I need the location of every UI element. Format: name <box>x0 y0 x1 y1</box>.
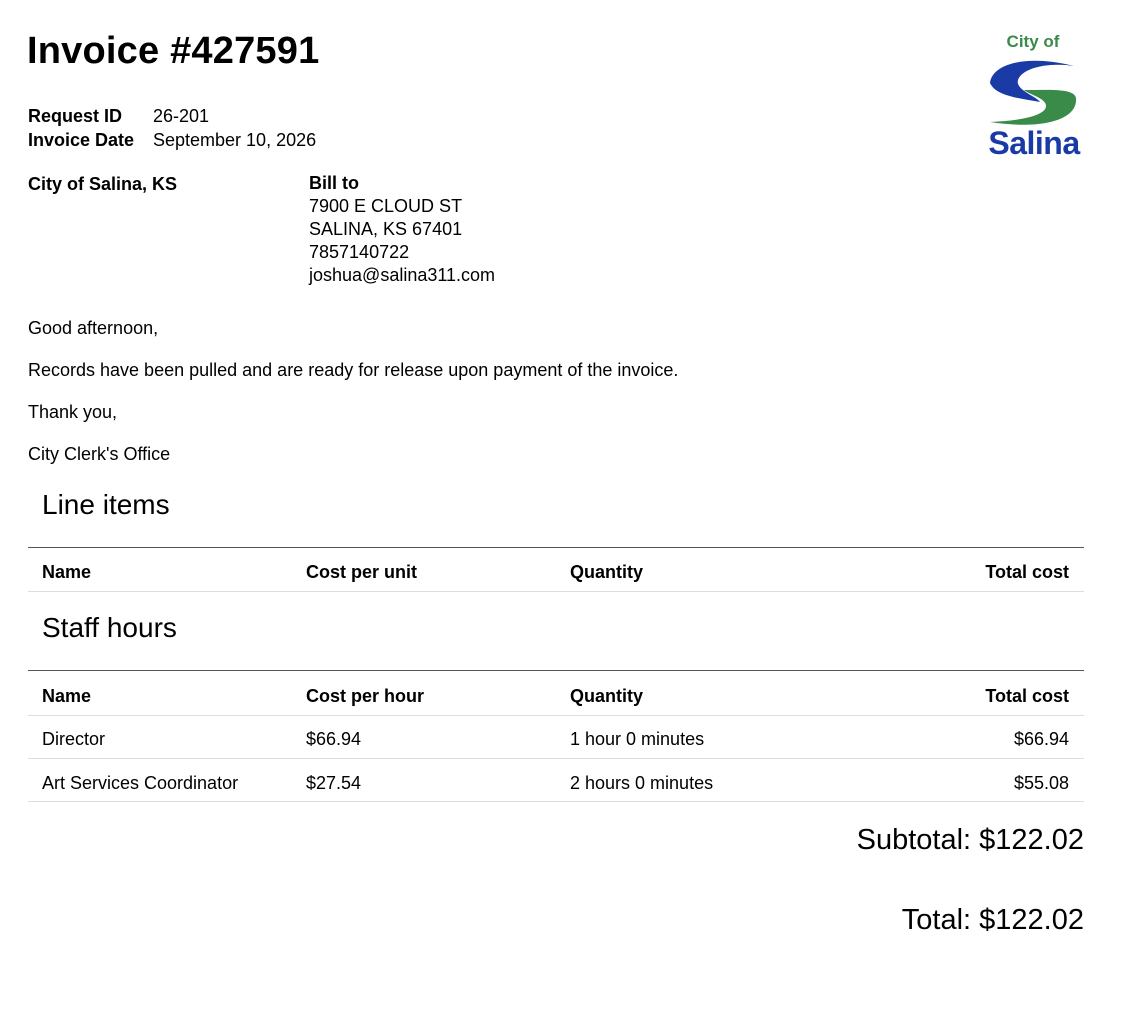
logo-graphic <box>978 28 1090 160</box>
logo-bottom-text: Salina <box>988 125 1080 160</box>
staff-row-name: Director <box>42 729 106 749</box>
line-items-header-name: Name <box>42 562 92 582</box>
staff-hours-header-quantity: Quantity <box>570 686 644 706</box>
bill-to-label: Bill to <box>309 173 359 193</box>
invoice-date-row <box>28 128 316 152</box>
divider <box>28 670 1084 671</box>
staff-row-quantity: 2 hours 0 minutes <box>570 773 714 793</box>
bill-to-email: joshua@salina311.com <box>309 265 496 285</box>
staff-row-name: Art Services Coordinator <box>42 773 239 793</box>
logo-top-text: City of <box>1006 32 1060 51</box>
thanks: Thank you, <box>28 402 118 422</box>
request-id-label: Request ID <box>28 106 123 126</box>
greeting: Good afternoon, <box>28 318 159 338</box>
line-items-title: Line items <box>42 489 170 520</box>
bill-to-block <box>309 172 495 287</box>
staff-hours-title: Staff hours <box>42 612 177 643</box>
line-items-header-total: Total cost <box>985 562 1069 582</box>
line-items-header-quantity: Quantity <box>570 562 644 582</box>
signature: City Clerk's Office <box>28 444 171 464</box>
invoice-date-value: September 10, 2026 <box>153 130 317 150</box>
staff-row-total: $55.08 <box>1013 773 1069 793</box>
bill-to-address1: 7900 E CLOUD ST <box>309 196 463 216</box>
total: Total: $122.02 <box>901 904 1084 936</box>
request-id-row <box>28 104 209 128</box>
divider <box>28 547 1084 548</box>
divider <box>28 758 1084 759</box>
message-body: Records have been pulled and are ready for release upon payment of the invoice. <box>28 360 679 380</box>
staff-hours-header-name: Name <box>42 686 92 706</box>
subtotal: Subtotal: $122.02 <box>856 824 1084 856</box>
city-of-salina-logo <box>978 28 1090 160</box>
staff-row-cost: $27.54 <box>306 773 362 793</box>
line-items-header-cost: Cost per unit <box>306 562 417 582</box>
staff-row-quantity: 1 hour 0 minutes <box>570 729 705 749</box>
divider <box>28 801 1084 802</box>
divider <box>28 591 1084 592</box>
invoice-date-label: Invoice Date <box>28 130 135 150</box>
request-id-value: 26-201 <box>153 106 210 126</box>
from-name: City of Salina, KS <box>28 174 178 194</box>
bill-to-phone: 7857140722 <box>309 242 410 262</box>
bill-to-address2: SALINA, KS 67401 <box>309 219 463 239</box>
staff-hours-header-total: Total cost <box>985 686 1069 706</box>
staff-row-cost: $66.94 <box>306 729 362 749</box>
divider <box>28 715 1084 716</box>
invoice-title: Invoice #427591 <box>27 30 320 72</box>
staff-hours-header-cost: Cost per hour <box>306 686 425 706</box>
staff-row-total: $66.94 <box>1013 729 1069 749</box>
